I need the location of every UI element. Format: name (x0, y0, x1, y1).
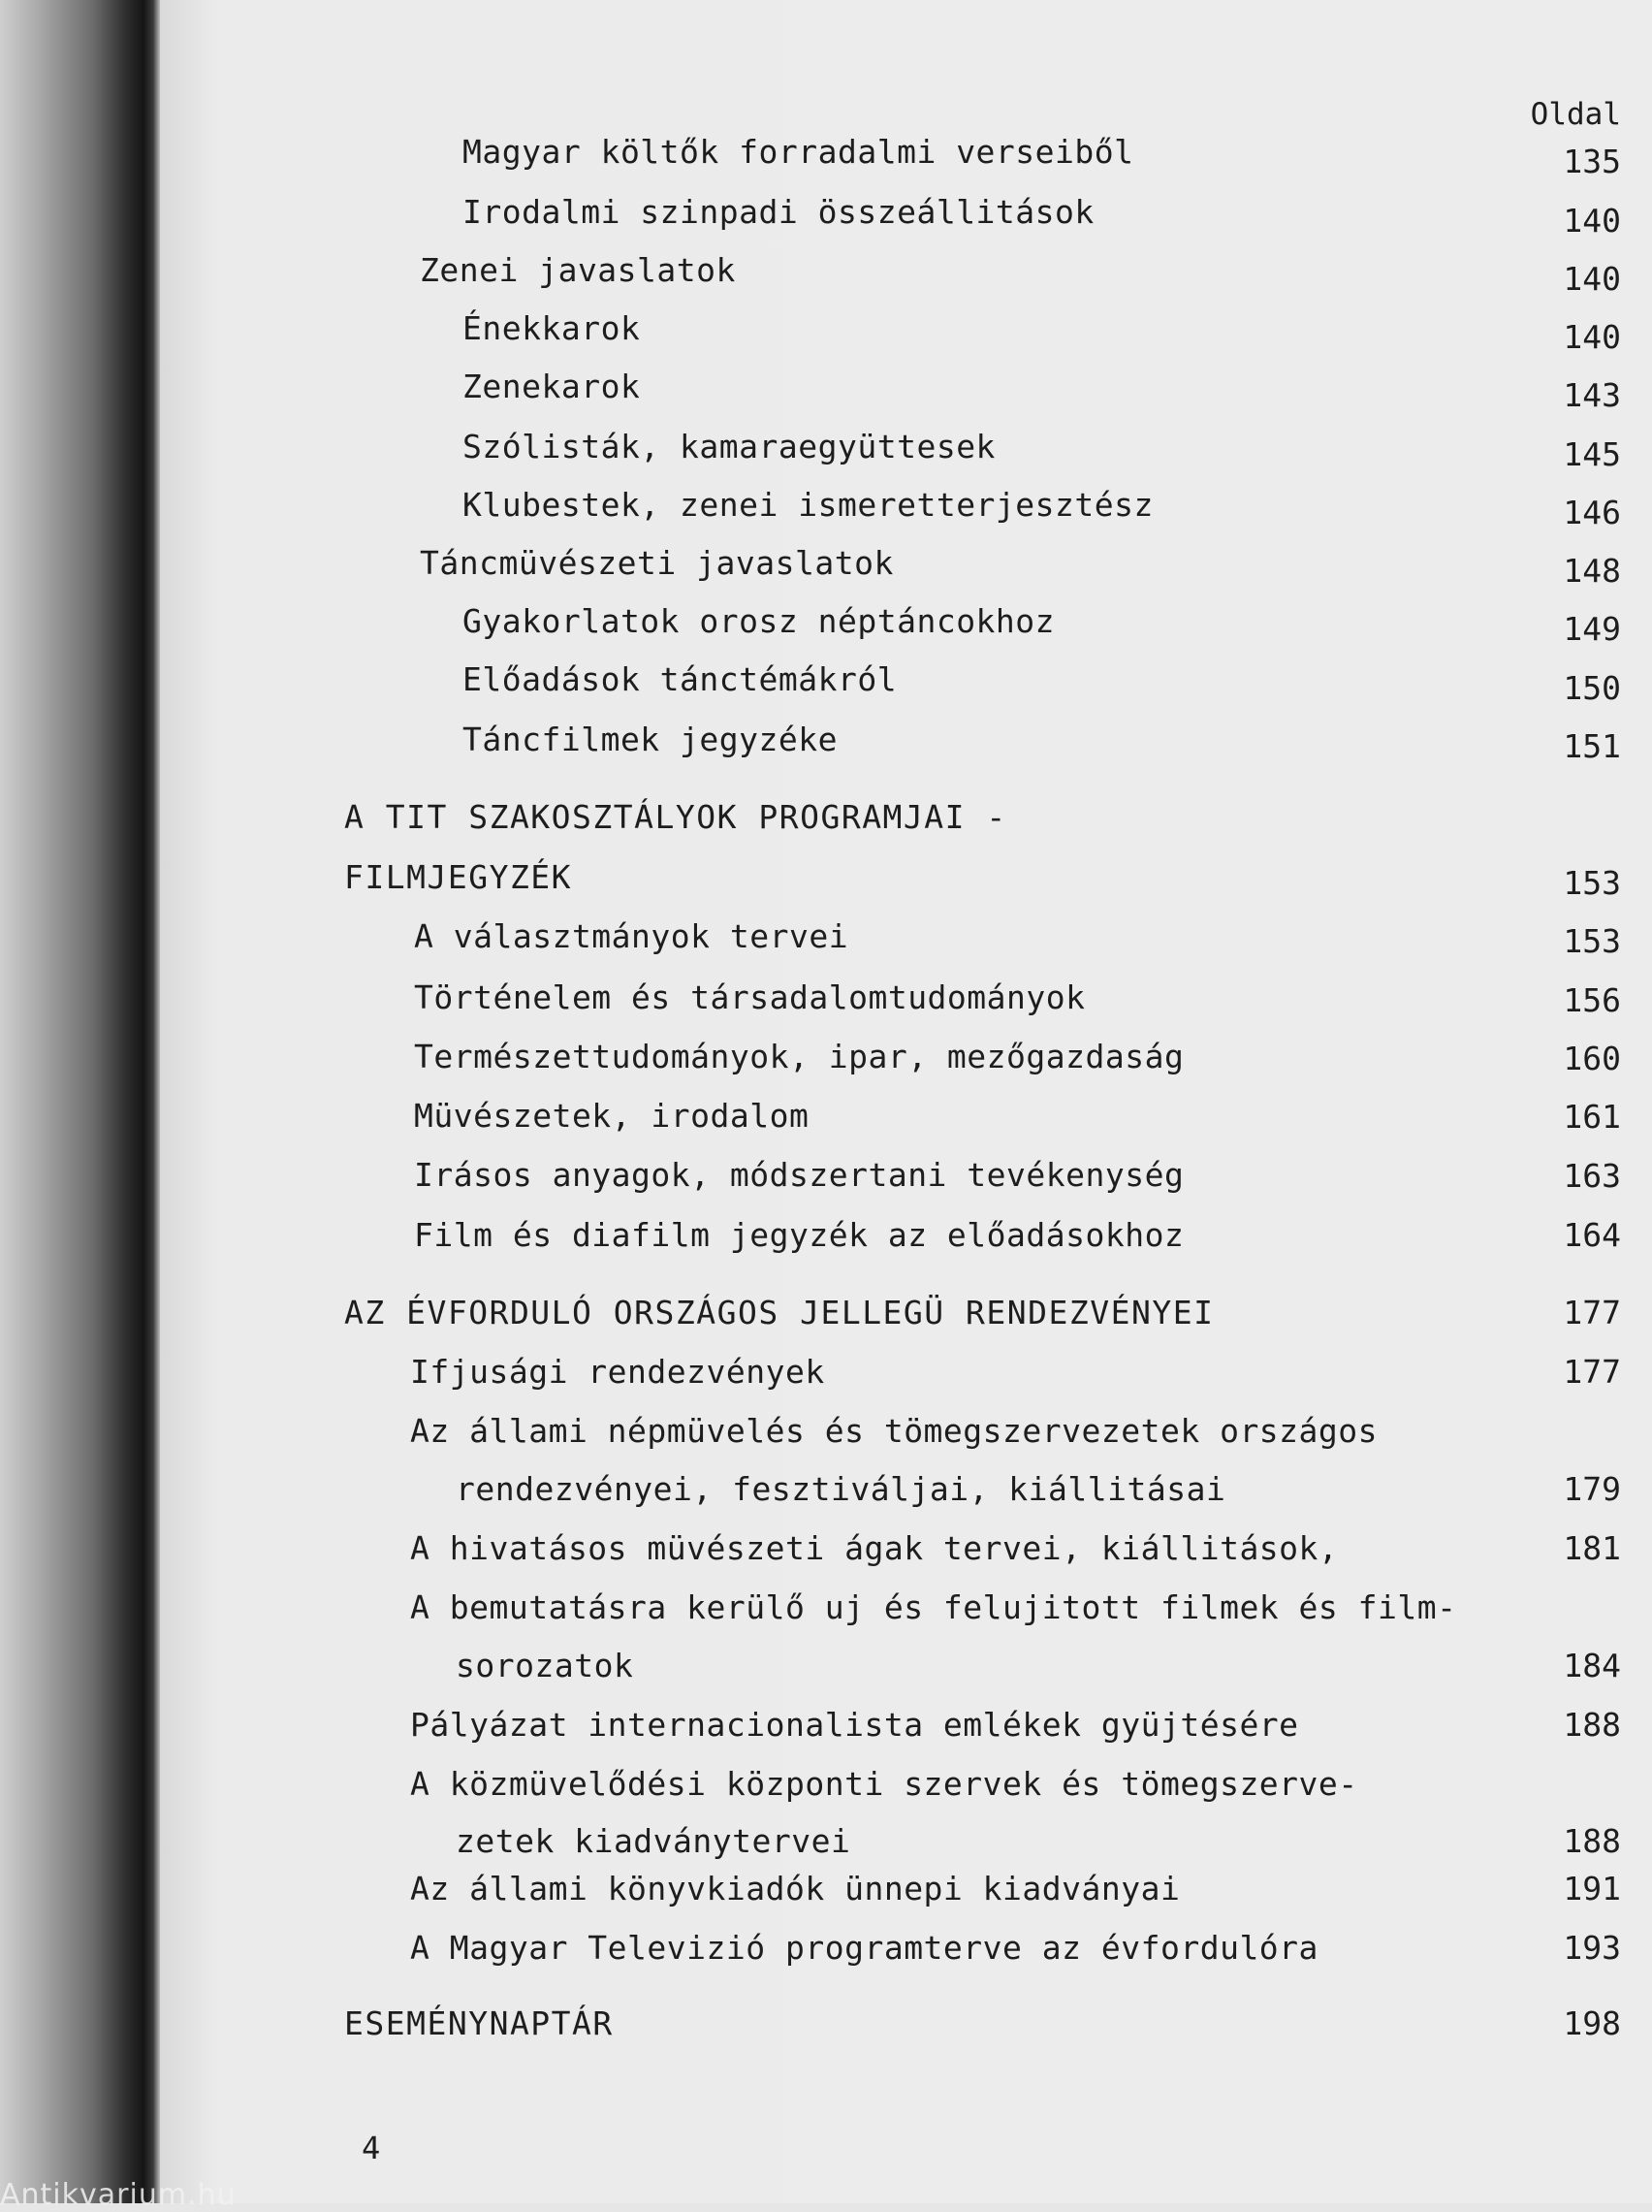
toc-entry (462, 187, 1621, 238)
toc-entry-page: 177 (1563, 1353, 1621, 1391)
toc-entry (410, 1700, 1569, 1750)
book-binding-edge (0, 0, 160, 2203)
toc-entry (414, 1091, 1573, 1141)
toc-entry-label: A bemutatásra kerülő uj és felujitott filmek és film- (410, 1588, 1457, 1626)
toc-entry (462, 127, 1621, 177)
toc-entry-label: Természettudományok, ipar, mezőgazdaság (414, 1038, 1185, 1075)
toc-entry (456, 1816, 1614, 1867)
toc-entry-label: Magyar költők forradalmi verseiből (462, 133, 1134, 171)
toc-entry (410, 1583, 1569, 1633)
toc-entry (410, 1523, 1569, 1574)
toc-entry-page: 146 (1563, 494, 1621, 531)
toc-entry-page: 179 (1563, 1470, 1621, 1508)
toc-entry (414, 1032, 1573, 1082)
toc-entry-label: Táncmüvészeti javaslatok (420, 544, 894, 582)
toc-entry-label: A Magyar Televizió programterve az évfordulóra (410, 1929, 1318, 1967)
toc-entry-label: A választmányok tervei (414, 917, 849, 955)
toc-entry-page: 150 (1563, 669, 1621, 707)
toc-entry-label: Énekkarok (462, 309, 641, 347)
toc-entry (410, 1923, 1569, 1973)
toc-entry-label: Pályázat internacionalista emlékek gyüjtésére (410, 1706, 1299, 1744)
toc-entry-label: A közmüvelődési központi szervek és tömegszerve- (410, 1765, 1358, 1803)
toc-section-label: ESEMÉNYNAPTÁR (344, 2004, 614, 2042)
toc-entry-label: rendezvényei, fesztiváljai, kiállitásai (456, 1470, 1226, 1508)
oldal-header: Oldal (1530, 97, 1621, 132)
toc-entry (462, 304, 1621, 354)
toc-entry-page: 181 (1563, 1529, 1621, 1567)
toc-entry (410, 1347, 1569, 1397)
toc-entry-page: 164 (1563, 1216, 1621, 1254)
toc-entry (462, 655, 1621, 705)
page-number: 4 (362, 2130, 381, 2166)
toc-entry-page: 156 (1563, 981, 1621, 1019)
toc-entry-label: Klubestek, zenei ismeretterjesztész (462, 486, 1154, 524)
toc-entry-label: Gyakorlatok orosz néptáncokhoz (462, 602, 1056, 640)
toc-entry-page: 145 (1563, 435, 1621, 473)
toc-page (160, 0, 1652, 2203)
toc-entry-label: Irodalmi szinpadi összeállitások (462, 193, 1095, 231)
toc-entry-label: Zenekarok (462, 368, 641, 405)
toc-entry-label: Irásos anyagok, módszertani tevékenység (414, 1156, 1185, 1194)
toc-entry-page: 184 (1563, 1647, 1621, 1684)
toc-entry (410, 1406, 1569, 1457)
toc-entry (462, 480, 1621, 530)
toc-entry-page: 140 (1563, 202, 1621, 240)
toc-section-label: FILMJEGYZÉK (344, 858, 573, 896)
toc-section-label: A TIT SZAKOSZTÁLYOK PROGRAMJAI - (344, 798, 1007, 836)
toc-entry (410, 1864, 1569, 1914)
toc-section-heading (344, 1288, 1503, 1338)
toc-entry (456, 1464, 1614, 1515)
toc-entry-label: Film és diafilm jegyzék az előadásokhoz (414, 1216, 1185, 1254)
toc-entry-label: Zenei javaslatok (420, 251, 736, 289)
toc-section-label: AZ ÉVFORDULÓ ORSZÁGOS JELLEGÜ RENDEZVÉNYEI (344, 1294, 1215, 1331)
toc-entry-page: 140 (1563, 260, 1621, 298)
toc-entry (456, 1641, 1614, 1691)
toc-entry-page: 188 (1563, 1706, 1621, 1744)
toc-entry-page: 161 (1563, 1098, 1621, 1136)
toc-section-heading (344, 1999, 1503, 2049)
toc-entry-page: 143 (1563, 376, 1621, 414)
toc-entry-page: 151 (1563, 727, 1621, 765)
toc-entry-page: 193 (1563, 1929, 1621, 1967)
toc-entry-page: 135 (1563, 143, 1621, 180)
toc-entry-label: Történelem és társadalomtudományok (414, 978, 1086, 1016)
toc-section-heading (344, 852, 1503, 903)
toc-entry (462, 362, 1621, 412)
toc-entry-page: 177 (1563, 1294, 1621, 1331)
toc-entry-label: Táncfilmek jegyzéke (462, 721, 838, 758)
toc-entry-page: 160 (1563, 1040, 1621, 1077)
toc-entry-label: zetek kiadványtervei (456, 1822, 851, 1860)
watermark: Antikvarium.hu (0, 2178, 237, 2212)
toc-entry (414, 973, 1573, 1023)
toc-entry (462, 422, 1621, 472)
toc-entry (420, 245, 1578, 296)
toc-entry-page: 148 (1563, 552, 1621, 590)
toc-entry-page: 153 (1563, 922, 1621, 960)
toc-entry-label: Az állami könyvkiadók ünnepi kiadványai (410, 1870, 1181, 1907)
toc-entry-page: 188 (1563, 1822, 1621, 1860)
toc-entry (414, 912, 1573, 962)
toc-entry-label: Ifjusági rendezvények (410, 1353, 825, 1391)
toc-entry-label: Szólisták, kamaraegyüttesek (462, 428, 996, 465)
toc-entry-label: sorozatok (456, 1647, 634, 1684)
toc-entry (414, 1210, 1573, 1261)
toc-entry-page: 140 (1563, 318, 1621, 356)
toc-entry-label: A hivatásos müvészeti ágak tervei, kiállitások, (410, 1529, 1339, 1567)
toc-entry-page: 153 (1563, 864, 1621, 902)
toc-entry-page: 149 (1563, 610, 1621, 648)
toc-entry (420, 538, 1578, 589)
toc-entry (462, 596, 1621, 647)
toc-entry-label: Előadások tánctémákról (462, 660, 898, 698)
toc-entry-page: 163 (1563, 1157, 1621, 1195)
toc-section-heading (344, 792, 1503, 843)
toc-entry-label: Az állami népmüvelés és tömegszervezetek országos (410, 1412, 1379, 1450)
toc-entry-label: Müvészetek, irodalom (414, 1097, 810, 1135)
toc-entry (414, 1150, 1573, 1201)
toc-entry (410, 1759, 1569, 1810)
toc-entry-page: 191 (1563, 1870, 1621, 1907)
toc-entry-page: 198 (1563, 2004, 1621, 2042)
toc-entry (462, 715, 1621, 765)
